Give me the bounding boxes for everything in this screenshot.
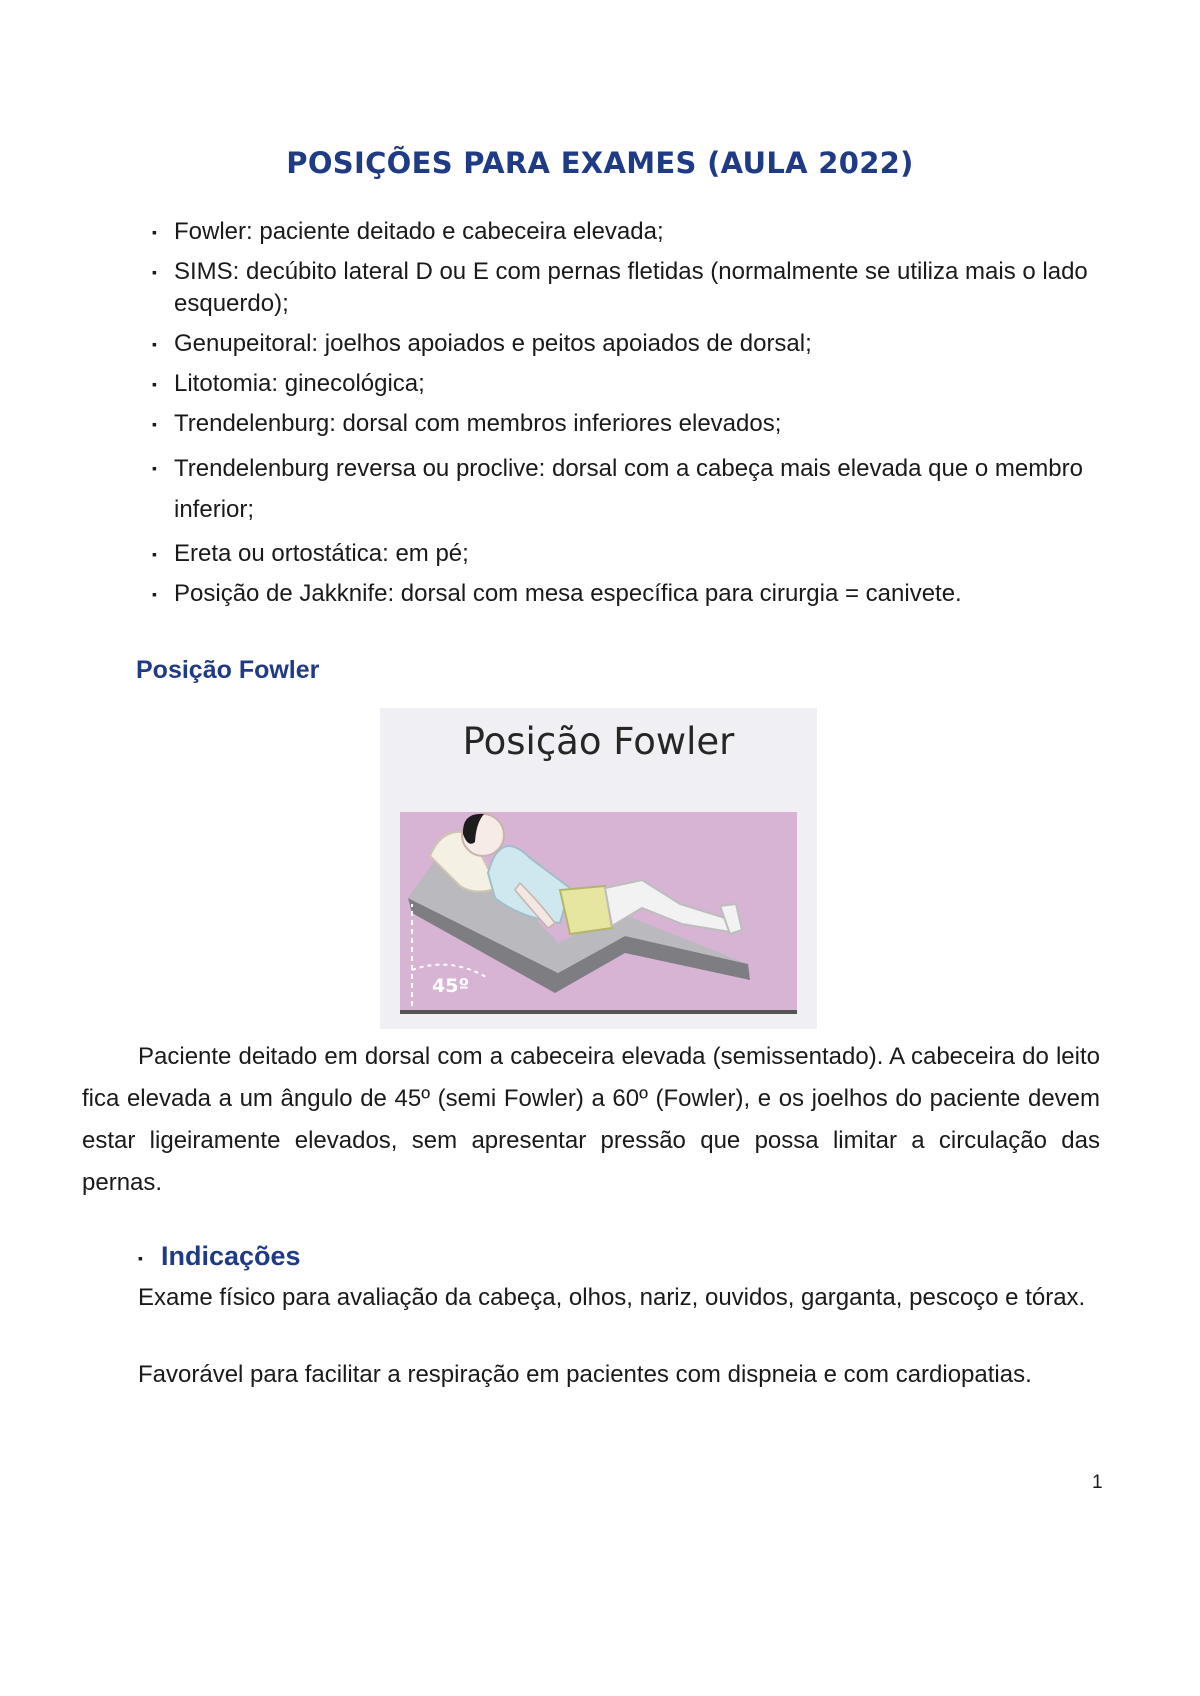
- bullet-icon: ▪: [152, 586, 157, 602]
- list-item-text: Trendelenburg reversa ou proclive: dorsal com a cabeça mais elevada que o membro inferior;: [174, 455, 1083, 523]
- section-title: Posição Fowler: [136, 656, 320, 684]
- list-item-text: Litotomia: ginecológica;: [174, 370, 425, 397]
- angle-label: 45º: [432, 975, 470, 997]
- page-number: 1: [1092, 1472, 1103, 1493]
- list-item-text: SIMS: decúbito lateral D ou E com pernas fletidas (normalmente se utiliza mais o lado esquerdo);: [174, 258, 1088, 317]
- bullet-icon: ▪: [152, 460, 157, 476]
- list-item: [150, 538, 1118, 570]
- page-title: POSIÇÕES PARA EXAMES (AULA 2022): [286, 146, 914, 180]
- indications-text-2: Favorável para facilitar a respiração em pacientes com dispneia e com cardiopatias.: [138, 1361, 1032, 1388]
- indications-text-1: Exame físico para avaliação da cabeça, olhos, nariz, ouvidos, garganta, pescoço e tórax.: [138, 1284, 1086, 1311]
- list-item: [150, 448, 1118, 530]
- list-item: [150, 216, 1118, 248]
- bullet-icon: ▪: [152, 376, 157, 392]
- list-item-text: Posição de Jakknife: dorsal com mesa específica para cirurgia = canivete.: [174, 580, 962, 607]
- bullet-icon: ▪: [152, 336, 157, 352]
- list-item-text: Ereta ou ortostática: em pé;: [174, 540, 469, 567]
- fowler-illustration: [380, 708, 817, 1029]
- floor-line: [400, 1010, 797, 1014]
- bullet-icon: ▪: [152, 546, 157, 562]
- patient-shorts: [560, 886, 612, 934]
- list-item: [150, 328, 1118, 360]
- indications-heading: [138, 1241, 301, 1272]
- list-item-text: Fowler: paciente deitado e cabeceira elevada;: [174, 218, 664, 245]
- list-item: [150, 408, 1118, 440]
- bullet-icon: ▪: [152, 224, 157, 240]
- bullet-icon: ▪: [152, 264, 157, 280]
- list-item: [150, 368, 1118, 400]
- fowler-description: Paciente deitado em dorsal com a cabeceira elevada (semissentado). A cabeceira do leito fica elevada a um ângulo de 45º (semi Fowler) a 60º (Fowler), e os joelhos do paciente devem estar ligeiramente elevados, sem apresentar pressão que possa limitar a circulação das pernas.: [82, 1043, 1100, 1196]
- list-item-text: Genupeitoral: joelhos apoiados e peitos apoiados de dorsal;: [174, 330, 812, 357]
- fowler-position-figure: [380, 708, 817, 1029]
- list-item: [150, 256, 1118, 320]
- list-item-text: Trendelenburg: dorsal com membros inferiores elevados;: [174, 410, 782, 437]
- bullet-icon: ▪: [152, 416, 157, 432]
- indications-heading-text: Indicações: [160, 1241, 301, 1271]
- positions-list: [150, 216, 1118, 618]
- bullet-icon: ▪: [138, 1249, 143, 1266]
- list-item: [150, 578, 1118, 610]
- figure-caption: Posição Fowler: [462, 720, 735, 763]
